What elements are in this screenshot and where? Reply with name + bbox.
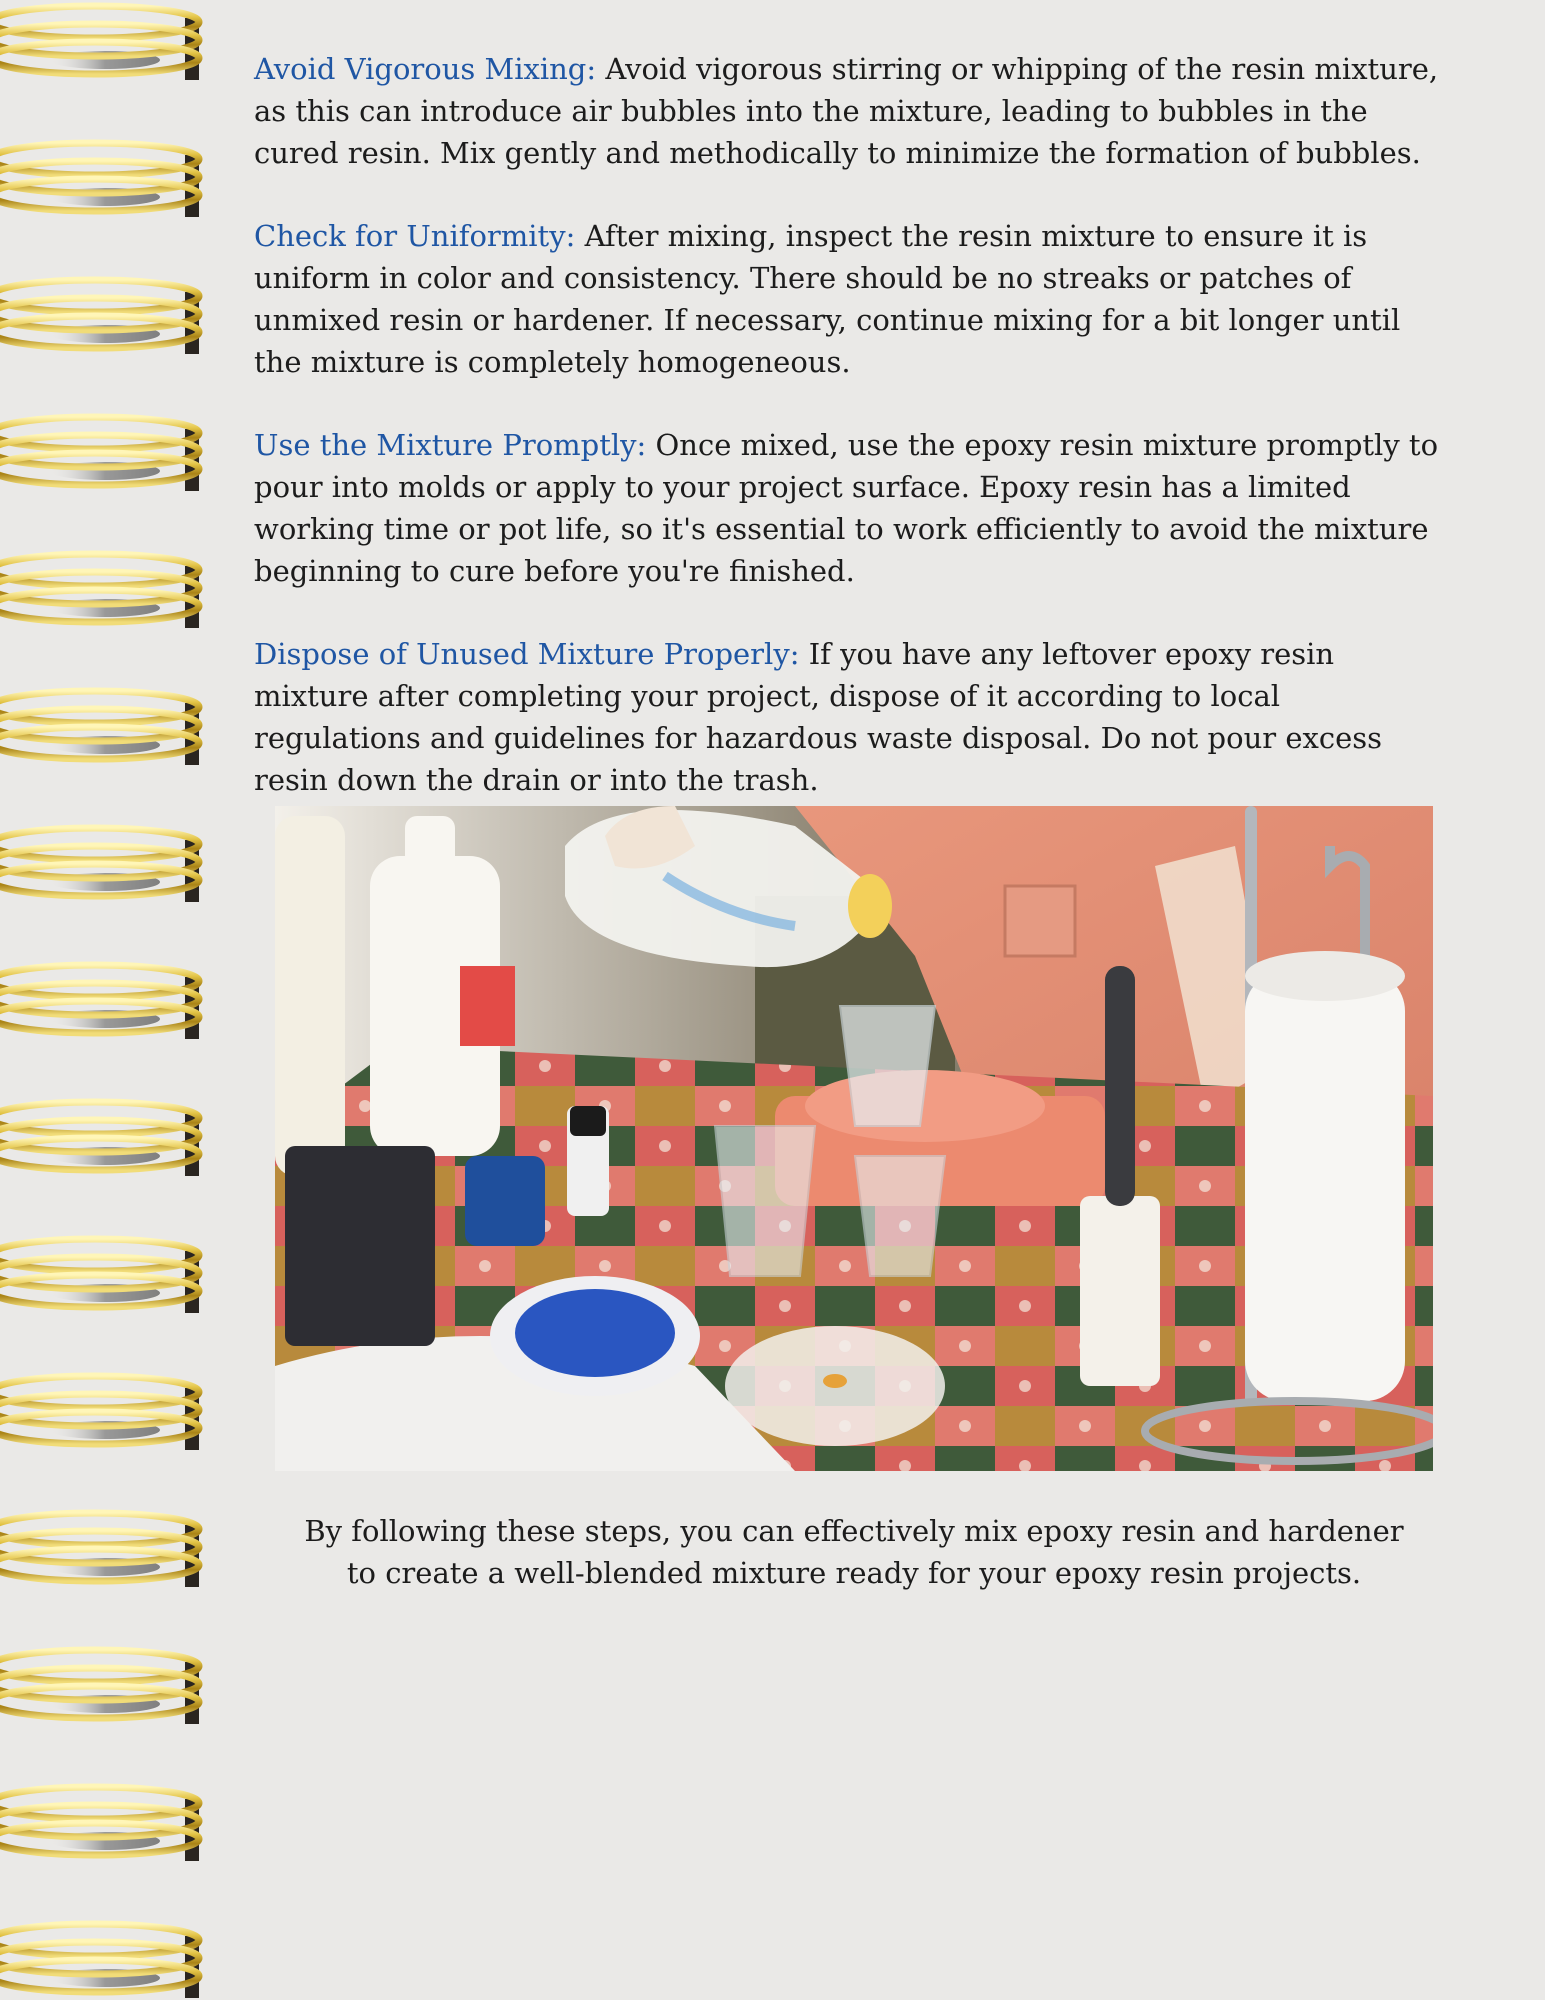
paragraph-use-promptly [254, 424, 1454, 592]
paragraph-avoid-vigorous-mixing [254, 48, 1454, 174]
ring-icon [0, 6, 199, 80]
paragraph-heading: Dispose of Unused Mixture Properly: [254, 637, 800, 671]
ring-icon [0, 1924, 199, 1998]
ring-icon [0, 965, 199, 1039]
resin-mixing-photo [275, 806, 1433, 1471]
ring-icon [0, 1513, 199, 1587]
ring-icon [0, 691, 199, 765]
ring-icon [0, 1102, 199, 1176]
paragraph-text: Once mixed, use the epoxy resin mixture promptly to pour into molds or apply to your project surface. Epoxy resin has a limited working time or pot life, so it's essential to work efficiently to avoid the mixture beginning to cure before you're finished. [254, 428, 1439, 588]
closing-summary [254, 1510, 1454, 1594]
ring-icon [0, 828, 199, 902]
ring-icon [0, 1787, 199, 1861]
ring-icon [0, 1650, 199, 1724]
paragraph-heading: Use the Mixture Promptly: [254, 428, 647, 462]
closing-line: By following these steps, you can effectively mix epoxy resin and hardener [304, 1514, 1404, 1548]
instructions-body [254, 48, 1454, 842]
spiral-binding [0, 0, 205, 2000]
paragraph-text: Avoid vigorous stirring or whipping of the resin mixture, as this can introduce air bubbles into the mixture, leading to bubbles in the cured resin. Mix gently and methodically to minimize the formation of bubbles. [254, 52, 1439, 170]
closing-line: to create a well-blended mixture ready for your epoxy resin projects. [346, 1556, 1362, 1590]
paragraph-check-uniformity [254, 215, 1454, 383]
ring-icon [0, 1239, 199, 1313]
ring-icon [0, 143, 199, 217]
ring-icon [0, 280, 199, 354]
ring-icon [0, 554, 199, 628]
paragraph-dispose-properly [254, 633, 1454, 801]
paragraph-text: If you have any leftover epoxy resin mixture after completing your project, dispose of it according to local regulations and guidelines for hazardous waste disposal. Do not pour excess resin down the drain or into the trash. [254, 637, 1383, 797]
paragraph-heading: Check for Uniformity: [254, 219, 576, 253]
ring-icon [0, 417, 199, 491]
paragraph-heading: Avoid Vigorous Mixing: [254, 52, 597, 86]
ring-icon [0, 1376, 199, 1450]
paragraph-text: After mixing, inspect the resin mixture to ensure it is uniform in color and consistency. There should be no streaks or patches of unmixed resin or hardener. If necessary, continue mixing for a bit longer until the mixture is completely homogeneous. [254, 219, 1401, 379]
